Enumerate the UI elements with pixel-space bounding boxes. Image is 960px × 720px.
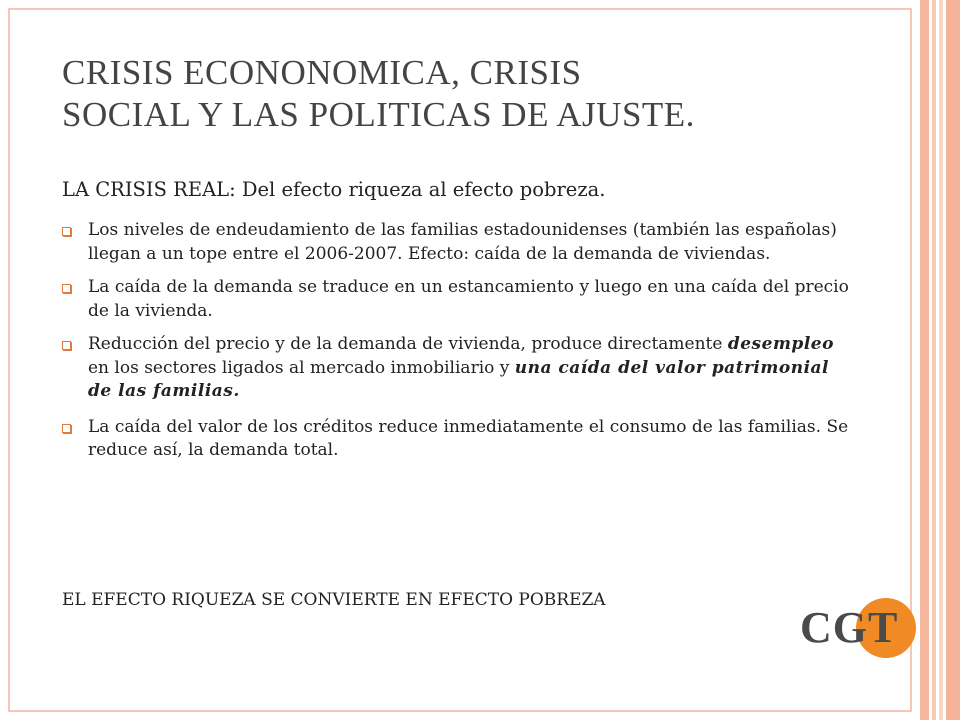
stripe [920, 0, 929, 720]
bullet-text: Reducción del precio y de la demanda de vivienda, produce directamente [88, 334, 728, 354]
logo-text: CGT [800, 603, 899, 652]
decorative-stripes [920, 0, 960, 720]
list-item [62, 416, 852, 463]
square-bullet-icon [62, 424, 71, 433]
bullet-text: La caída de la demanda se traduce en un estancamiento y luego en una caída del precio de la vivienda. [88, 277, 849, 321]
cgt-logo [800, 598, 920, 660]
stripe [946, 0, 960, 720]
bullet-text: en los sectores ligados al mercado inmobiliario y [88, 357, 515, 378]
title-line-1: CRISIS ECONONOMICA, CRISIS [62, 53, 582, 92]
bullet-text: La caída del valor de los créditos reduce inmediatamente el consumo de las familias. Se reduce así, la demanda total. [88, 416, 849, 460]
conclusion-text: EL EFECTO RIQUEZA SE CONVIERTE EN EFECTO POBREZA [62, 590, 606, 610]
emphasis-desempleo: desempleo [727, 334, 834, 354]
list-item [62, 219, 852, 266]
slide-subtitle: LA CRISIS REAL: Del efecto riqueza al efecto pobreza. [62, 178, 606, 201]
bullet-text: Los niveles de endeudamiento de las familias estadounidenses (también las españolas) llegan a un tope entre el 2006-2007. Efecto: caída de la demanda de viviendas. [88, 220, 837, 264]
square-bullet-icon [62, 284, 71, 293]
list-item [62, 333, 852, 404]
stripe [939, 0, 943, 720]
stripe [932, 0, 936, 720]
slide-title [62, 52, 882, 136]
title-line-2: SOCIAL Y LAS POLITICAS DE AJUSTE. [62, 95, 695, 134]
list-item [62, 276, 852, 323]
emphasis-valor-patrimonial: una caída del valor patrimonial de las familias. [88, 357, 830, 401]
bullet-list [62, 219, 852, 463]
square-bullet-icon [62, 227, 71, 236]
square-bullet-icon [62, 341, 71, 350]
